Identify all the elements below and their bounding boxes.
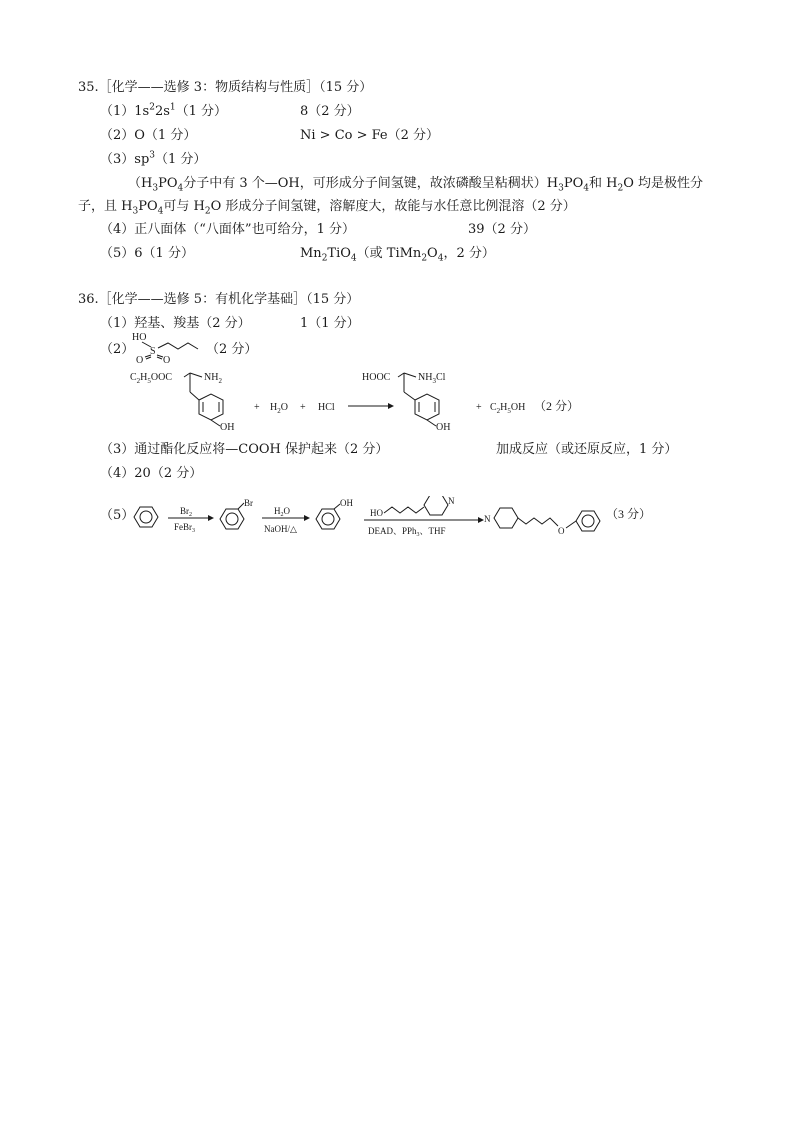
q35-part1-answer: $(1)1s^22s^1(1$ 分） [100,102,228,119]
reactant-ester-label: $C_2H_5OOC$ [130,372,173,385]
hcl-label: HCl [318,402,335,413]
pyridine-n-label: N [448,496,455,506]
product-ether-o: O [558,526,565,536]
reactant-oh-label: OH [220,422,235,433]
step2-reagent-top: $H_2O$ [274,506,290,518]
product-nh3cl-label: $NH_3Cl$ [418,372,446,385]
benzene-ring [134,507,158,527]
q35-part3-explanation-line2: 子，且 $H_3PO_4$可与 $H_2O$ 形成分子间氢键，溶解度大，故能与水任意比例混溶（2 分） [78,199,576,217]
q36-part4-answer: （4）20（2 分） [100,466,203,481]
q35-part2-answer: （2）O（1 分） [100,128,197,143]
product-pyridine-n: N [484,514,491,524]
q36-part2-number: （2） [100,342,135,357]
plus-sign-3: + [476,402,482,413]
synthesis-route-scheme [128,496,668,540]
q36-part1-answer-b: 1（1 分） [300,316,360,331]
q35-part1-answer-b: 8（2 分） [300,104,360,119]
butanol-ho-label: HO [370,508,383,518]
step3-reagent-bottom: DEAD、PPh$_3$、THF [368,526,446,538]
bromo-label: Br [244,498,253,508]
water-label: $H_2O$ [270,402,288,415]
plus-sign-2: + [300,402,306,413]
step1-reagent-bottom: FeBr$_3$ [174,522,195,534]
q35-part3-explanation-line1: （$H_3PO_4$分子中有 3 个—OH，可形成分子间氢键，故浓磷酸呈粘稠状）$H_3PO_4$和 $H_2O$ 均是极性分 [128,176,703,194]
sulfonic-ho-label: HO [132,332,147,343]
reaction-score: （2 分） [534,399,580,413]
q35-part5-formula: $Mn_2TiO_4$（或 $TiMn_2O_4$，2 分） [300,246,495,264]
product-hooc-label: HOOC [362,372,391,383]
plus-sign-1: + [254,402,260,413]
q35-part2-answer-b: Ni > Co > Fe（2 分） [300,128,440,143]
q36-part5-number: （5） [100,508,135,523]
product-oh-label: OH [436,422,451,433]
sulfonic-o-right: O [163,355,171,366]
q36-part3-answer: （3）通过酯化反应将—COOH 保护起来（2 分） [100,442,389,457]
q36-part1-answer: （1）羟基、羧基（2 分） [100,316,251,331]
hydrolysis-reaction-equation [126,366,596,434]
route-score: （3 分） [606,507,652,521]
q35-part3-answer: $(3)sp^3(1$ 分） [100,150,207,167]
sulfonic-o-left: O [136,355,144,366]
ethanol-label: $C_2H_5OH$ [490,402,526,415]
reactant-nh2-label: $NH_2$ [204,372,222,385]
step2-reagent-bottom: NaOH/△ [264,524,297,534]
step1-reagent-top: $Br_2$ [180,506,192,518]
q36-part3-answer-b: 加成反应（或还原反应，1 分） [496,442,678,457]
phenol-oh-label: OH [340,498,353,508]
sulfonic-s-label: S [150,346,156,357]
q35-header: 35.［化学——选修 3：物质结构与性质］（15 分） [78,80,373,95]
q36-part2-score: （2 分） [206,342,258,357]
q35-part4-answer: （4）正八面体（“八面体”也可给分，1 分） [100,222,355,237]
q36-header: 36.［化学——选修 5：有机化学基础］（15 分） [78,292,360,307]
q35-part5-answer: （5）6（1 分） [100,246,194,261]
q35-part4-answer-b: 39（2 分） [468,222,536,237]
sulfonic-acid-structure [130,330,210,366]
